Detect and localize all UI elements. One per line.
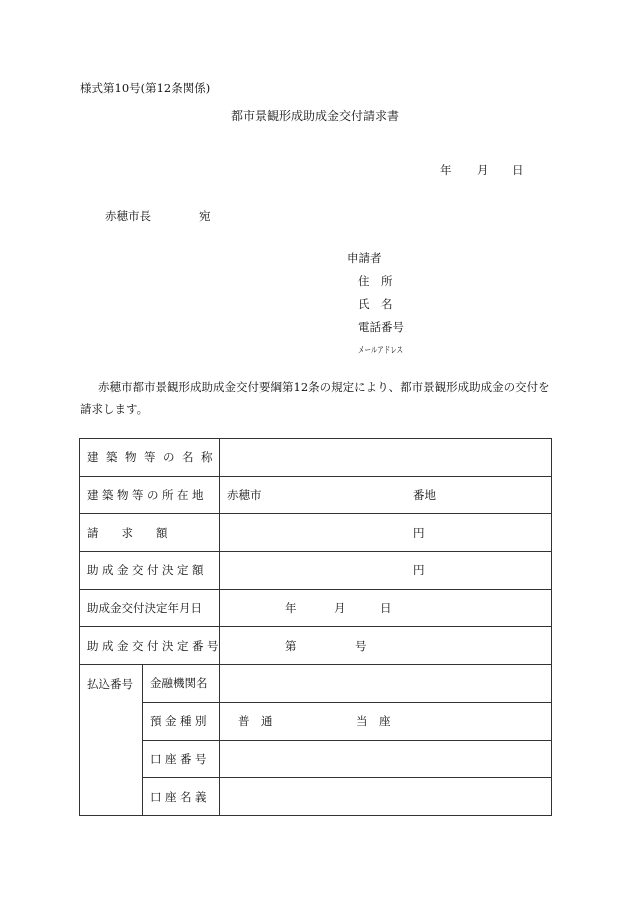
deposit-type-field[interactable] [220,702,552,740]
date-day-label: 日 [512,163,524,177]
request-form-table [79,438,552,816]
decision-date-label: 助成金交付決定年月日 [80,589,220,627]
building-name-field[interactable] [220,439,552,477]
account-number-field[interactable] [220,740,552,778]
table-row [80,552,552,590]
decision-year-label: 年 [285,601,297,616]
table-row [80,702,552,740]
decision-day-label: 日 [380,601,392,616]
transfer-label: 払込番号 [80,665,143,816]
form-number: 様式第10号(第12条関係) [80,81,211,95]
account-holder-field[interactable] [220,778,552,816]
table-row [80,665,552,703]
decided-amount-unit: 円 [413,563,425,578]
request-statement: 赤穂市都市景観形成助成金交付要綱第12条の規定により、都市景観形成助成金の交付を請求します。 [80,380,550,416]
deposit-ordinary-option[interactable]: 普 通 [238,714,273,729]
decision-number-field[interactable] [220,627,552,665]
request-amount-label: 請 求 額 [80,514,220,552]
addressee-honorific: 宛 [199,209,211,223]
decision-number-suffix: 号 [355,638,367,653]
date-month-label: 月 [477,163,489,177]
location-suffix: 番地 [413,488,436,503]
building-name-label: 建築物等の名称 [80,439,220,477]
decision-number-label: 助成金交付決定番号 [80,627,220,665]
table-row [80,740,552,778]
location-city: 赤穂市 [227,488,262,503]
addressee-name: 赤穂市長 [105,209,151,223]
bank-name-label: 金融機関名 [143,665,220,703]
applicant-email-label: メールアドレス [358,346,404,356]
account-number-label: 口座番号 [143,740,220,778]
decision-date-field[interactable] [220,589,552,627]
table-row [80,589,552,627]
decision-month-label: 月 [334,601,346,616]
document-title: 都市景観形成助成金交付請求書 [230,109,399,123]
table-row [80,778,552,816]
addressee [105,208,211,224]
table-row [80,514,552,552]
account-holder-label: 口座名義 [143,778,220,816]
request-amount-unit: 円 [413,525,425,540]
decided-amount-label: 助成金交付決定額 [80,552,220,590]
bank-name-field[interactable] [220,665,552,703]
applicant-phone-label: 電話番号 [358,320,404,334]
applicant-address-label: 住 所 [358,274,393,288]
building-location-field[interactable] [220,476,552,514]
date-year-label: 年 [440,163,452,177]
building-location-label: 建築物等の所在地 [80,476,220,514]
table-row [80,627,552,665]
table-row [80,439,552,477]
request-amount-field[interactable] [220,514,552,552]
decision-number-prefix: 第 [285,638,297,653]
deposit-current-option[interactable]: 当 座 [356,714,391,729]
applicant-name-label: 氏 名 [358,297,393,311]
table-row [80,476,552,514]
deposit-type-label: 預金種別 [143,702,220,740]
applicant-heading: 申請者 [347,251,382,265]
decided-amount-field[interactable] [220,552,552,590]
